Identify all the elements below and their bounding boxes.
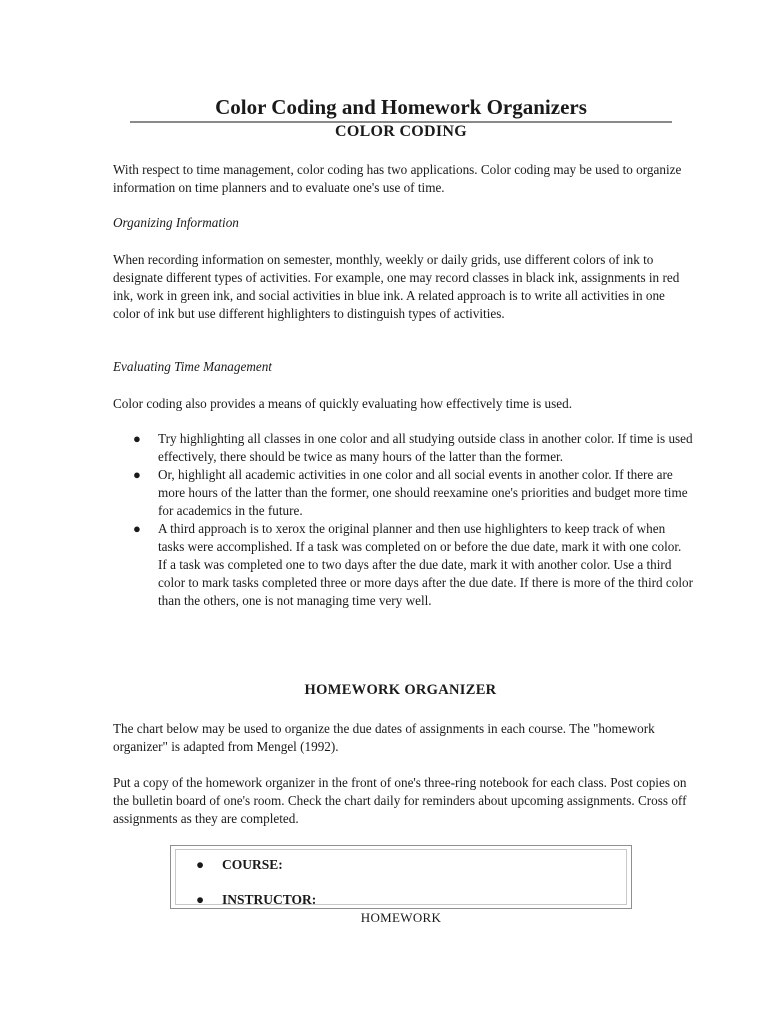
organizing-information-paragraph: When recording information on semester, monthly, weekly or daily grids, use different colors of ink to designate different types of activities. For example, one may record classes in black ink, assignments in red ink, work in green ink, and social activities in blue ink. A related approach is to write all activities in one color of ink but use different highlighters to distinguish types of activities. xyxy=(113,252,680,321)
bullet-icon: ● xyxy=(133,521,141,536)
list-item xyxy=(113,466,693,520)
evaluating-time-management-heading: Evaluating Time Management xyxy=(113,359,272,374)
course-label: COURSE: xyxy=(222,857,283,872)
homework-organizer-header-box xyxy=(170,845,632,909)
section-heading-color-coding: COLOR CODING xyxy=(334,123,468,140)
bullet-icon: ● xyxy=(133,431,141,446)
homework-usage-paragraph: Put a copy of the homework organizer in the front of one's three-ring notebook for each class. Post copies on the bulletin board of one's room. Check the chart daily for reminders about upcoming assignments. Cross off assignments as they are completed. xyxy=(113,775,687,826)
instructor-label: INSTRUCTOR: xyxy=(222,892,317,907)
list-item-text: Or, highlight all academic activities in one color and all social events in another color. If there are more hours of the latter than the former, one should reexamine one's priorities and budget more time for academics in the future. xyxy=(158,467,688,518)
list-item-text: Try highlighting all classes in one color and all studying outside class in another color. If time is used effectively, there should be twice as many hours of the latter than the former. xyxy=(158,431,693,464)
intro-paragraph: With respect to time management, color coding has two applications. Color coding may be used to organize information on time planners and to evaluate one's use of time. xyxy=(113,162,682,195)
organizing-information-heading: Organizing Information xyxy=(113,215,239,230)
list-item xyxy=(113,520,693,610)
list-item-text: A third approach is to xerox the original planner and then use highlighters to keep track of when tasks were accomplished. If a task was completed on or before the due date, mark it with one color. If a task was completed one to two days after the due date, mark it with another color. Use a third color to mark tasks completed three or more days after the due date. If there is more of the third color than the others, one is not managing time very well. xyxy=(158,521,693,608)
bullet-icon: ● xyxy=(196,892,205,907)
evaluating-time-management-paragraph: Color coding also provides a means of quickly evaluating how effectively time is used. xyxy=(113,396,573,411)
document-title: Color Coding and Homework Organizers xyxy=(215,95,587,119)
homework-organizer-header-inner xyxy=(175,849,627,905)
section-heading-homework-organizer: HOMEWORK ORGANIZER xyxy=(304,682,497,698)
bullet-icon: ● xyxy=(196,857,205,872)
homework-intro-paragraph: The chart below may be used to organize the due dates of assignments in each course. The "homework organizer" is adapted from Mengel (1992). xyxy=(113,721,655,754)
list-item xyxy=(113,430,693,466)
evaluation-tips-list xyxy=(113,430,693,610)
bullet-icon: ● xyxy=(133,467,141,482)
homework-table-caption: HOMEWORK xyxy=(360,910,442,925)
